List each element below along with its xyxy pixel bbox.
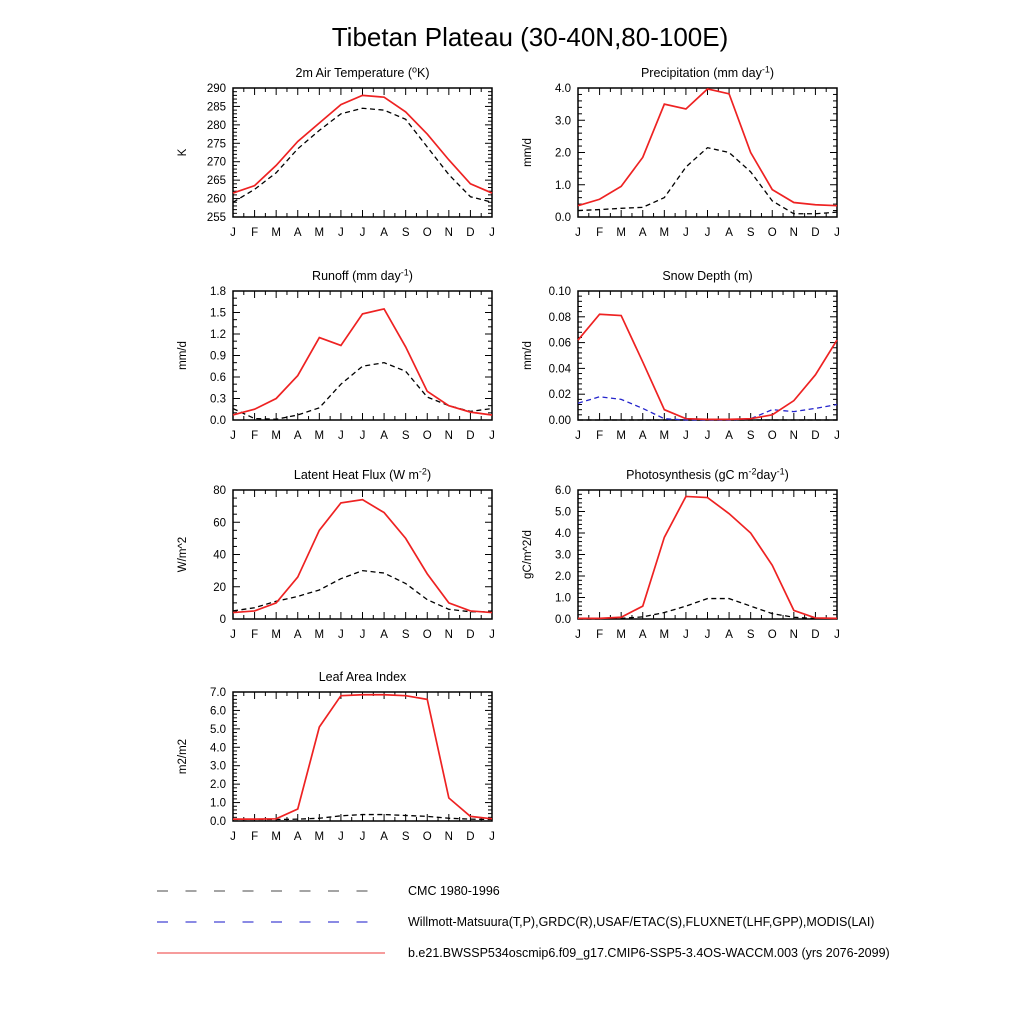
x-tick-label: M (659, 430, 670, 442)
y-tick-label: 265 (206, 175, 226, 188)
chart-snow-depth (498, 263, 870, 469)
y-tick-label: 0.6 (210, 372, 226, 384)
x-tick-label: J (230, 831, 236, 843)
chart-latent-heat-flux (153, 462, 525, 668)
y-axis-label: K (177, 148, 189, 157)
chart-2m-air-temperature (153, 60, 525, 266)
x-tick-label: F (251, 227, 259, 239)
x-tick-label: A (380, 629, 388, 641)
x-tick-label: M (271, 227, 281, 239)
x-tick-label: J (489, 629, 495, 641)
x-tick-label: J (683, 629, 689, 641)
axes (233, 88, 492, 217)
x-tick-label: J (834, 430, 840, 442)
x-tick-label: J (834, 227, 840, 239)
x-tick-label: A (725, 430, 733, 442)
x-tick-label: N (789, 227, 798, 239)
chart-leaf-area-index (153, 664, 525, 870)
axes (233, 490, 492, 619)
y-tick-label: 0.10 (548, 286, 571, 298)
x-tick-label: S (401, 831, 410, 843)
x-tick-label: N (789, 430, 798, 442)
chart-title: 2m Air Temperature ($^o$K) (295, 64, 430, 80)
chart-title: Runoff (mm day$^{-1}$) (312, 267, 413, 283)
x-tick-label: O (422, 430, 432, 442)
x-tick-label: J (359, 227, 366, 239)
x-tick-label: O (767, 430, 777, 442)
y-tick-label: 0.04 (548, 363, 571, 376)
plot-svg (153, 263, 525, 469)
x-tick-label: J (338, 227, 344, 239)
legend-label: Willmott-Matsuura(T,P),GRDC(R),USAF/ETAC(S),FLUXNET(LHF,GPP),MODIS(LAI) (408, 915, 875, 929)
labels (177, 268, 495, 443)
x-tick-label: D (811, 629, 820, 641)
y-tick-label: 260 (206, 193, 226, 206)
series-model (578, 496, 837, 618)
y-tick-label: 0.02 (548, 389, 571, 402)
series-observations (233, 363, 492, 420)
x-tick-label: J (489, 430, 495, 442)
y-tick-label: 1.5 (210, 307, 226, 320)
series-observations (578, 148, 837, 214)
x-tick-label: J (489, 227, 495, 239)
legend-label: b.e21.BWSSP534oscmip6.f09_g17.CMIP6-SSP5-3.4OS-WACCM.003 (yrs 2076-2099) (408, 946, 890, 960)
x-tick-label: A (725, 227, 733, 239)
axes (578, 291, 837, 420)
x-tick-label: M (271, 629, 281, 641)
x-tick-label: J (683, 227, 689, 239)
x-tick-label: A (293, 831, 302, 843)
series-model (233, 500, 492, 613)
y-tick-label: 4.0 (210, 742, 226, 755)
plot-svg (153, 60, 525, 266)
plot-svg (153, 664, 525, 870)
x-tick-label: J (575, 629, 581, 641)
x-tick-label: S (746, 227, 755, 239)
x-tick-label: M (271, 430, 281, 442)
plot-svg (498, 263, 870, 469)
x-tick-label: O (767, 227, 777, 239)
x-tick-label: A (380, 430, 388, 442)
x-tick-label: J (489, 831, 495, 843)
labels (177, 670, 495, 843)
y-tick-label: 1.0 (555, 592, 571, 605)
y-tick-label: 0 (219, 614, 226, 626)
x-tick-label: O (422, 629, 432, 641)
y-tick-label: 0.0 (555, 212, 571, 224)
x-tick-label: N (444, 430, 453, 442)
x-tick-label: M (659, 227, 670, 239)
x-tick-label: S (401, 430, 410, 442)
legend-item (156, 884, 500, 898)
y-tick-label: 0.08 (548, 311, 571, 324)
x-tick-label: S (401, 227, 410, 239)
y-tick-label: 1.0 (555, 179, 571, 192)
x-tick-label: O (767, 629, 777, 641)
x-tick-label: J (338, 430, 344, 442)
chart-runoff (153, 263, 525, 469)
y-tick-label: 0.00 (548, 415, 571, 427)
x-tick-label: D (466, 629, 475, 641)
labels (177, 65, 495, 240)
x-tick-label: M (314, 430, 325, 442)
axes (578, 88, 837, 217)
x-tick-label: J (230, 227, 236, 239)
y-tick-label: 285 (206, 101, 226, 114)
series-observations (233, 571, 492, 612)
x-tick-label: F (596, 227, 604, 239)
series-model (233, 309, 492, 415)
y-tick-label: 0.06 (548, 337, 571, 350)
legend-item (156, 915, 874, 929)
x-tick-label: M (616, 629, 626, 641)
legend-dashed-line-icon (156, 916, 386, 928)
x-tick-label: J (359, 430, 366, 442)
x-tick-label: F (251, 430, 259, 442)
y-tick-label: 4.0 (555, 83, 571, 95)
x-tick-label: A (638, 227, 647, 239)
x-tick-label: J (359, 629, 366, 641)
y-tick-label: 0.0 (555, 614, 571, 626)
x-tick-label: N (444, 831, 453, 843)
y-tick-label: 290 (206, 83, 226, 95)
y-tick-label: 3.0 (555, 115, 571, 128)
y-axis-label: m2/m2 (177, 738, 189, 775)
x-tick-label: N (444, 227, 453, 239)
labels (522, 467, 840, 642)
x-tick-label: N (789, 629, 798, 641)
y-tick-label: 3.0 (555, 549, 571, 562)
chart-title: Leaf Area Index (318, 670, 407, 684)
x-tick-label: D (466, 227, 475, 239)
legend-label: CMC 1980-1996 (408, 884, 500, 898)
y-axis-label: W/m^2 (177, 536, 189, 573)
y-tick-label: 7.0 (210, 687, 226, 699)
y-tick-label: 1.8 (210, 286, 226, 298)
x-tick-label: M (659, 629, 670, 641)
x-tick-label: F (596, 430, 604, 442)
x-tick-label: M (314, 629, 325, 641)
series-model (233, 695, 492, 819)
x-tick-label: A (380, 227, 388, 239)
x-tick-label: A (725, 629, 733, 641)
x-tick-label: F (596, 629, 604, 641)
y-tick-label: 5.0 (555, 506, 571, 519)
x-tick-label: M (271, 831, 281, 843)
x-tick-label: O (422, 831, 432, 843)
x-tick-label: F (251, 831, 259, 843)
chart-title: Photosynthesis (gC $m^{-2}day^{-1}$) (626, 466, 789, 482)
legend-solid-line-icon (156, 947, 386, 959)
y-axis-label: mm/d (522, 138, 534, 167)
x-tick-label: J (575, 430, 581, 442)
x-tick-label: A (293, 629, 302, 641)
x-tick-label: J (575, 227, 581, 239)
x-tick-label: J (230, 629, 236, 641)
x-tick-label: A (638, 430, 647, 442)
y-tick-label: 280 (206, 119, 226, 132)
y-tick-label: 255 (206, 212, 226, 224)
y-tick-label: 0.0 (210, 816, 226, 828)
y-tick-label: 275 (206, 138, 226, 151)
x-tick-label: J (359, 831, 366, 843)
x-tick-label: A (293, 227, 302, 239)
chart-precipitation (498, 60, 870, 266)
x-tick-label: J (338, 629, 344, 641)
chart-title: Latent Heat Flux (W $m^{-2}$) (293, 466, 432, 482)
x-tick-label: D (811, 430, 820, 442)
y-tick-label: 4.0 (555, 528, 571, 540)
y-tick-label: 0.9 (210, 350, 226, 363)
y-tick-label: 0.3 (210, 393, 226, 406)
plot-svg (498, 60, 870, 266)
x-tick-label: O (422, 227, 432, 239)
y-axis-label: gC/m^2/d (522, 530, 534, 579)
x-tick-label: M (314, 227, 325, 239)
x-tick-label: J (230, 430, 236, 442)
y-axis-label: mm/d (177, 341, 189, 370)
x-tick-label: A (380, 831, 388, 843)
x-tick-label: D (466, 831, 475, 843)
x-tick-label: M (616, 227, 626, 239)
series-model (578, 314, 837, 419)
x-tick-label: D (811, 227, 820, 239)
y-tick-label: 20 (213, 581, 226, 594)
x-tick-label: N (444, 629, 453, 641)
y-tick-label: 3.0 (210, 760, 226, 773)
series-observations (233, 108, 492, 202)
y-tick-label: 2.0 (555, 147, 571, 160)
x-tick-label: A (293, 430, 302, 442)
x-tick-label: S (746, 430, 755, 442)
legend-item (156, 946, 890, 960)
x-tick-label: J (683, 430, 689, 442)
legend-dashed-line-icon (156, 885, 386, 897)
y-tick-label: 5.0 (210, 723, 226, 736)
plot-svg (498, 462, 870, 668)
y-tick-label: 60 (213, 517, 226, 530)
y-tick-label: 6.0 (210, 705, 226, 718)
x-tick-label: J (704, 629, 711, 641)
x-tick-label: J (704, 430, 711, 442)
x-tick-label: F (251, 629, 259, 641)
x-tick-label: D (466, 430, 475, 442)
y-tick-label: 2.0 (210, 779, 226, 792)
y-tick-label: 40 (213, 549, 226, 562)
chart-title: Snow Depth (m) (662, 269, 753, 283)
y-tick-label: 0.0 (210, 415, 226, 427)
y-axis-label: mm/d (522, 341, 534, 370)
y-tick-label: 1.2 (210, 329, 226, 341)
y-tick-label: 2.0 (555, 571, 571, 583)
x-tick-label: J (338, 831, 344, 843)
x-tick-label: J (704, 227, 711, 239)
chart-photosynthesis (498, 462, 870, 668)
chart-title: Precipitation (mm day$^{-1}$) (640, 64, 775, 80)
x-tick-label: A (638, 629, 647, 641)
x-tick-label: J (834, 629, 840, 641)
y-tick-label: 270 (206, 156, 226, 169)
labels (177, 467, 495, 642)
x-tick-label: S (746, 629, 755, 641)
x-tick-label: M (616, 430, 626, 442)
page-title: Tibetan Plateau (30-40N,80-100E) (331, 22, 729, 52)
x-tick-label: M (314, 831, 325, 843)
x-tick-label: S (401, 629, 410, 641)
y-tick-label: 1.0 (210, 797, 226, 810)
y-tick-label: 6.0 (555, 485, 571, 497)
axes (578, 490, 837, 619)
y-tick-label: 80 (213, 485, 226, 497)
plot-svg (153, 462, 525, 668)
